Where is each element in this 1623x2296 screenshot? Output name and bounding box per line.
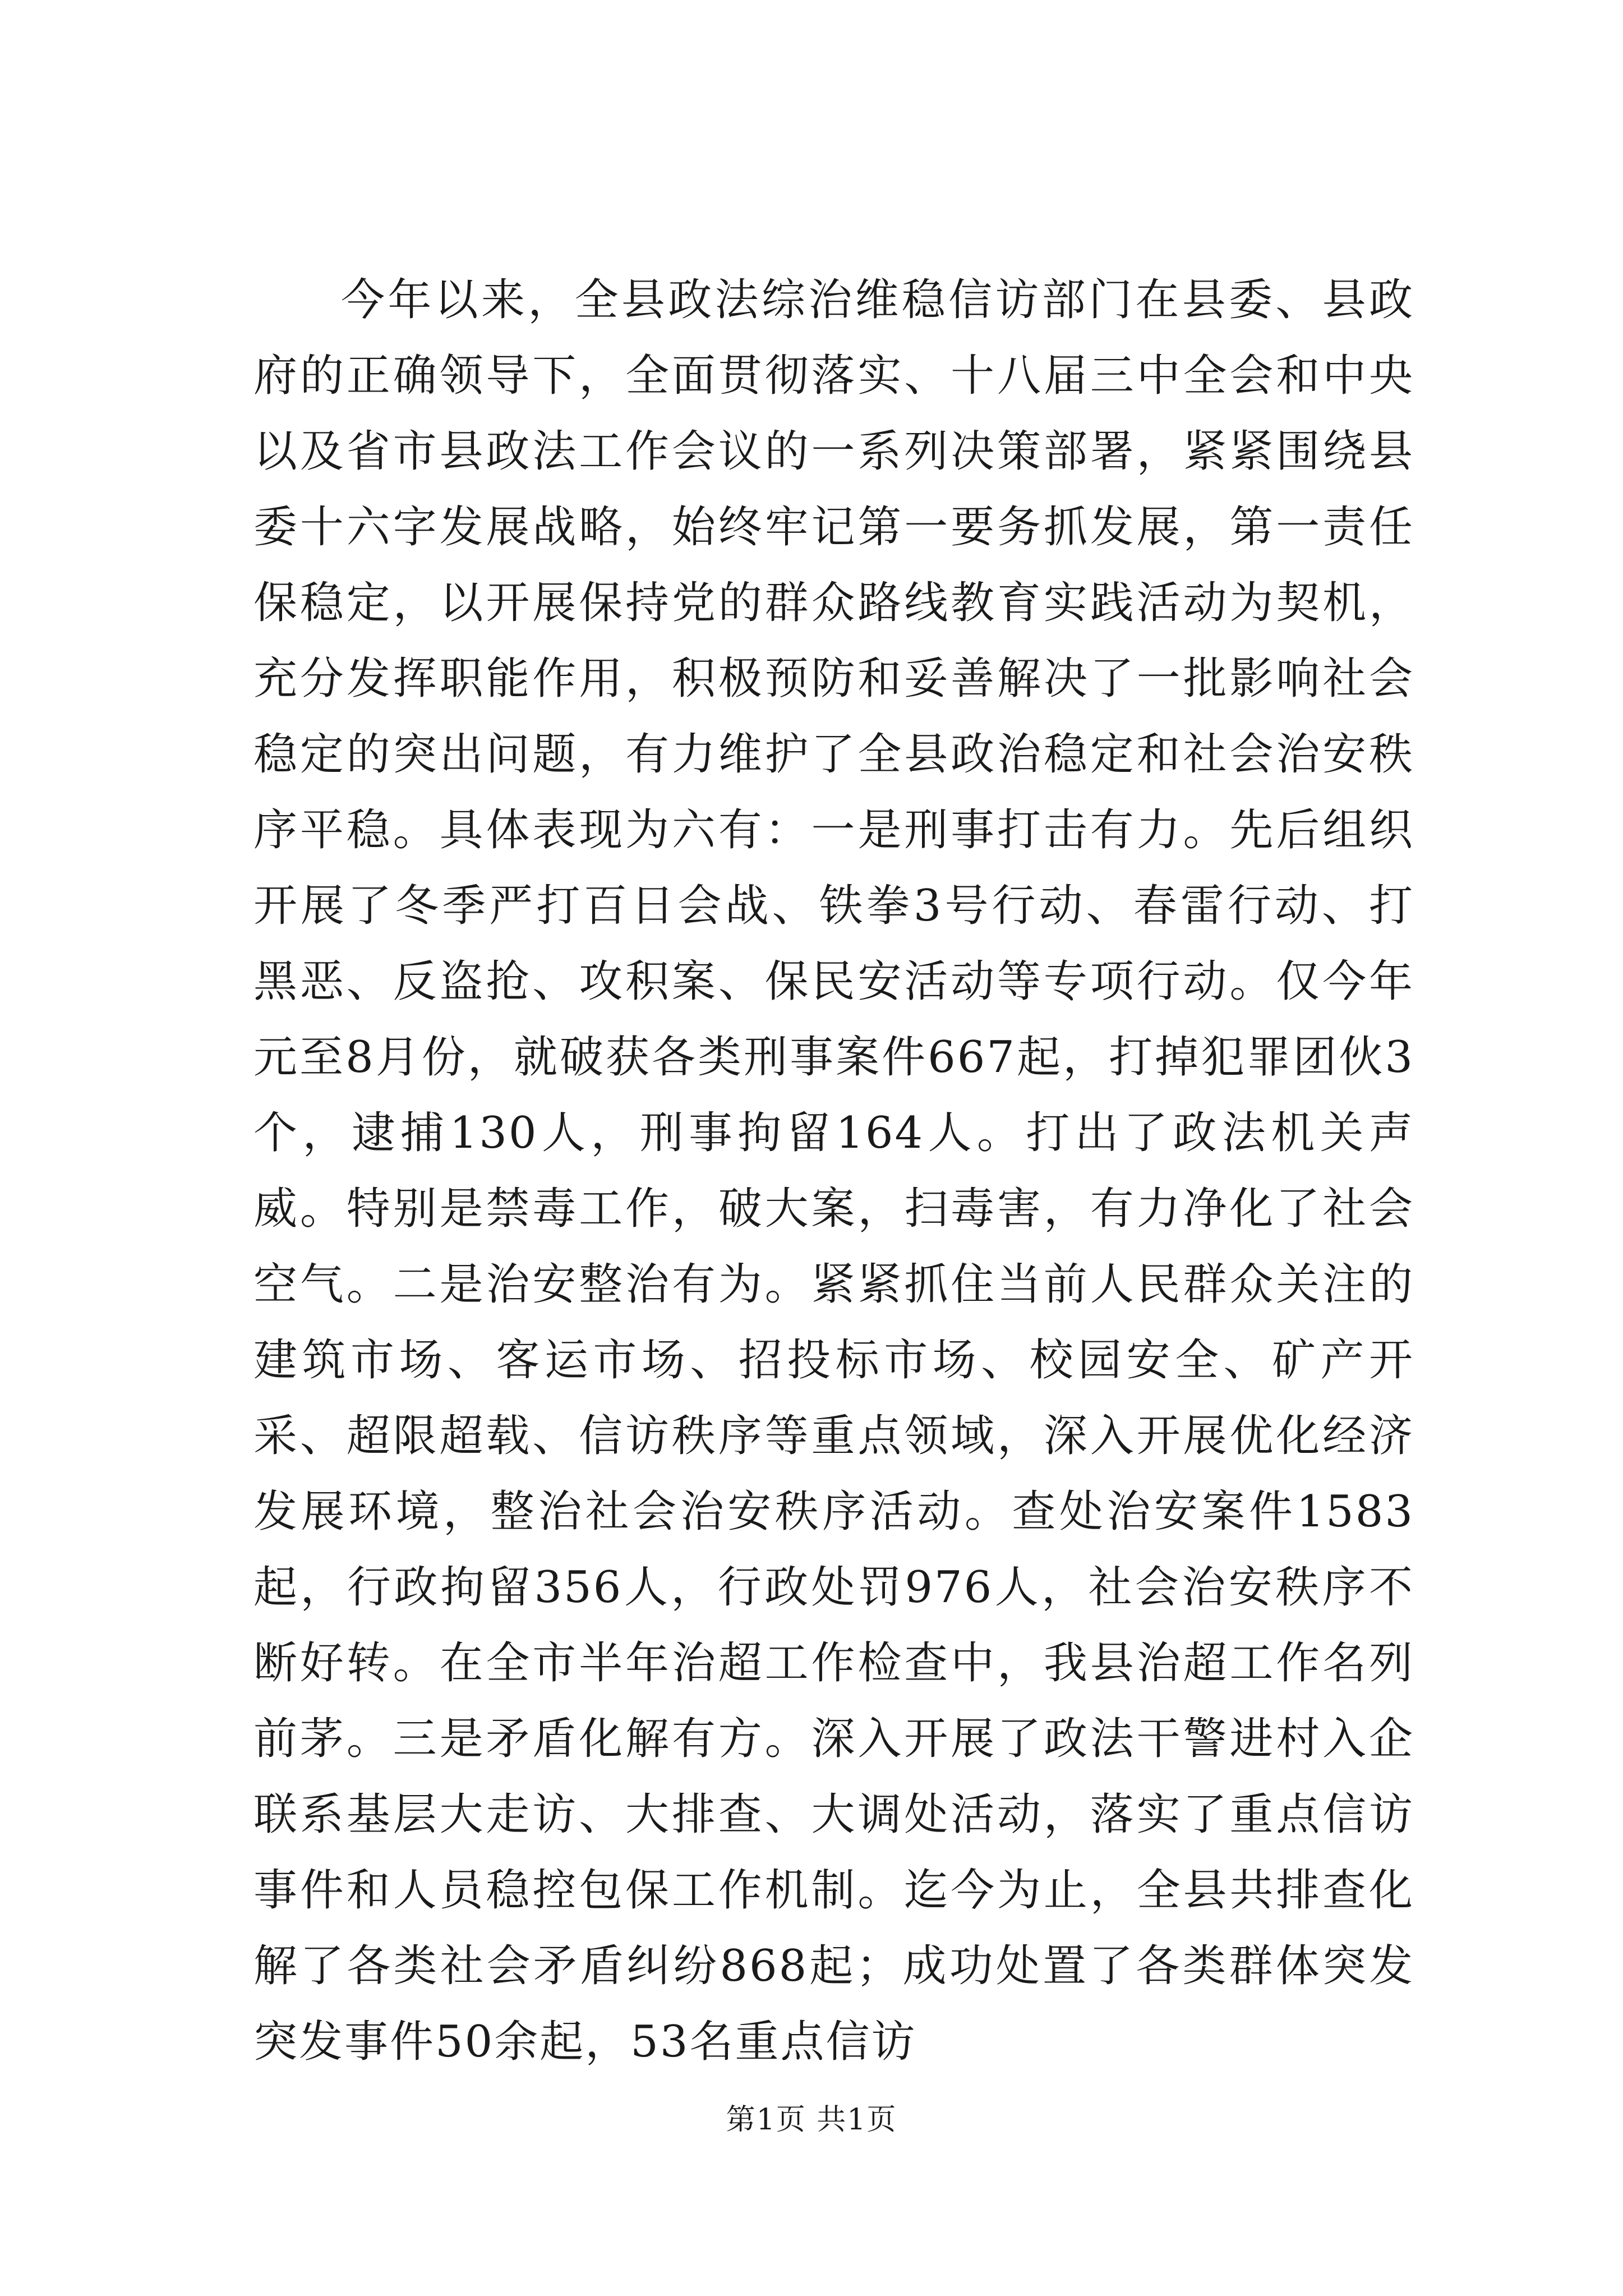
page-footer: 第1页 共1页 xyxy=(726,2103,897,2137)
body-paragraph: 今年以来，全县政法综治维稳信访部门在县委、县政府的正确领导下，全面贯彻落实、十八届三中全会和中央以及省市县政法工作会议的一系列决策部署，紧紧围绕县委十六字发展战略，始终牢记第一要务抓发展，第一责任保稳定，以开展保持党的群众路线教育实践活动为契机，充分发挥职能作用，积极预防和妥善解决了一批影响社会稳定的突出问题，有力维护了全县政治稳定和社会治安秩序平稳。具体表现为六有：一是刑事打击有力。先后组织开展了冬季严打百日会战、铁拳3号行动、春雷行动、打黑恶、反盗抢、攻积案、保民安活动等专项行动。仅今年元至8月份，就破获各类刑事案件667起，打掉犯罪团伙3个，逮捕130人，刑事拘留164人。打出了政法机关声威。特别是禁毒工作，破大案，扫毒害，有力净化了社会空气。二是治安整治有为。紧紧抓住当前人民群众关注的建筑市场、客运市场、招投标市场、校园安全、矿产开采、超限超载、信访秩序等重点领域，深入开展优化经济发展环境，整治社会治安秩序活动。查处治安案件1583起，行政拘留356人，行政处罚976人，社会治安秩序不断好转。在全市半年治超工作检查中，我县治超工作名列前茅。三是矛盾化解有方。深入开展了政法干警进村入企联系基层大走访、大排查、大调处活动，落实了重点信访事件和人员稳控包保工作机制。迄今为止，全县共排查化解了各类社会矛盾纠纷868起；成功处置了各类群体突发突发事件50余起，53名重点信访 xyxy=(253,275,1414,2067)
